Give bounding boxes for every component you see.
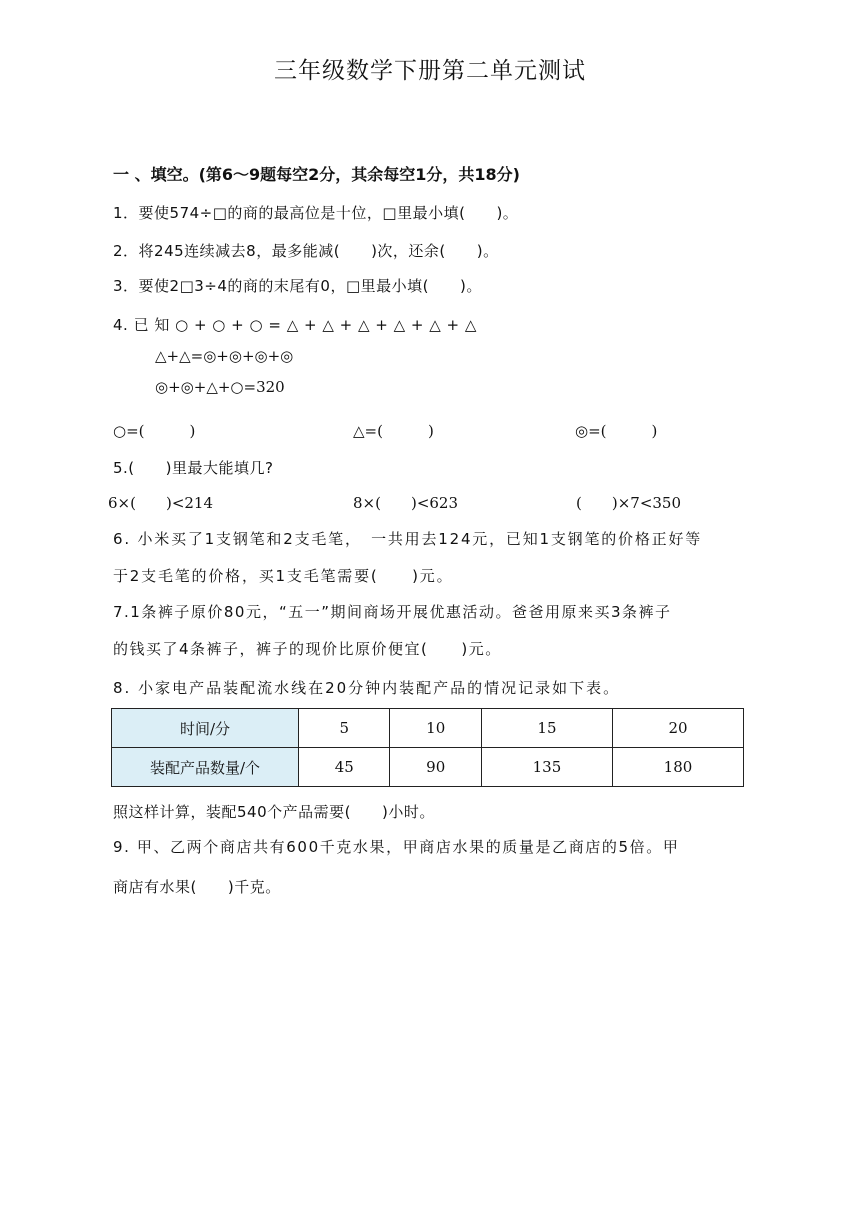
question-5-item-1: 6×( )<214 <box>108 494 214 512</box>
table-cell: 90 <box>390 748 481 787</box>
question-5-item-2: 8×( )<623 <box>353 494 459 512</box>
question-8-line-2: 照这样计算，装配540个产品需要( )小时。 <box>113 803 435 821</box>
table-row <box>112 748 744 787</box>
question-4-line-2: △+△=◎+◎+◎+◎ <box>155 347 294 365</box>
question-9-line-2: 商店有水果( )千克。 <box>113 878 281 896</box>
question-2: 2．将245连续减去8，最多能减( )次，还余( )。 <box>113 242 499 260</box>
table-cell: 15 <box>481 709 612 748</box>
question-3: 3．要使2□3÷4的商的末尾有0，□里最小填( )。 <box>113 277 482 295</box>
question-6-line-2: 于2支毛笔的价格，买1支毛笔需要( )元。 <box>113 567 454 585</box>
table-row <box>112 709 744 748</box>
table-cell: 180 <box>612 748 743 787</box>
page-title: 三年级数学下册第二单元测试 <box>274 58 586 84</box>
question-4-answer-triangle: △=( ) <box>353 422 434 440</box>
table-cell: 5 <box>299 709 390 748</box>
question-4-line-3: ◎+◎+△+○=320 <box>155 378 285 396</box>
section-heading: 一 、填空。(第6～9题每空2分，其余每空1分，共18分) <box>113 165 520 184</box>
table-cell: 20 <box>612 709 743 748</box>
question-6-line-1: 6. 小米买了1支钢笔和2支毛笔， 一共用去124元，已知1支钢笔的价格正好等 <box>113 530 703 548</box>
question-9-line-1: 9. 甲、乙两个商店共有600千克水果，甲商店水果的质量是乙商店的5倍。甲 <box>113 838 680 856</box>
table-cell: 装配产品数量/个 <box>112 748 299 787</box>
question-5-item-3: ( )×7<350 <box>576 494 682 512</box>
table-cell: 时间/分 <box>112 709 299 748</box>
question-1: 1．要使574÷□的商的最高位是十位，□里最小填( )。 <box>113 204 519 222</box>
question-7-line-2: 的钱买了4条裤子，裤子的现价比原价便宜( )元。 <box>113 640 502 658</box>
table-cell: 10 <box>390 709 481 748</box>
question-8-line-1: 8. 小家电产品装配流水线在20分钟内装配产品的情况记录如下表。 <box>113 679 621 697</box>
question-4-answer-double-circle: ◎=( ) <box>575 422 658 440</box>
assembly-table <box>111 708 744 787</box>
table-cell: 135 <box>481 748 612 787</box>
table-cell: 45 <box>299 748 390 787</box>
question-4-line-1: 4. 已 知 ○ + ○ + ○ = △ + △ + △ + △ + △ + △ <box>113 316 477 334</box>
question-5: 5.( )里最大能填几? <box>113 459 274 477</box>
question-4-answer-circle: ○=( ) <box>113 422 196 440</box>
question-7-line-1: 7.1条裤子原价80元，“五一”期间商场开展优惠活动。爸爸用原来买3条裤子 <box>113 603 672 621</box>
